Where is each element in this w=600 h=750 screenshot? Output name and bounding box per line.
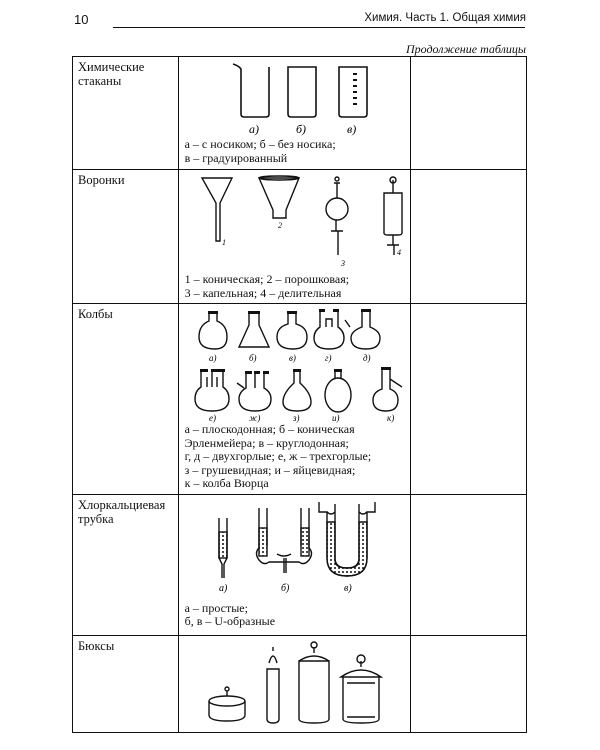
fig-label: з) [292,413,300,423]
weighing-bottles-illustration [189,639,399,729]
fig-label: 2 [278,221,283,230]
desc-line: б, в – U-образные [184,614,276,628]
fig-label: г) [324,353,332,363]
table-row [73,170,527,304]
running-title: Химия. Часть 1. Общая химия [364,12,526,24]
fig-label: б) [248,353,257,363]
item-description [185,138,405,165]
funnels-illustration [189,173,402,273]
table-row [73,635,527,732]
empty-cell [411,57,527,170]
item-description [185,423,405,491]
item-figure-cell [178,170,411,304]
item-figure-cell [178,635,411,732]
table-row [73,57,527,170]
item-name: Химические стаканы [73,57,179,170]
header-rule [113,27,525,28]
fig-label: а) [219,582,228,594]
desc-line: к – колба Вюрца [184,476,269,490]
fig-label: б) [296,122,307,136]
fig-label: в) [288,353,296,363]
fig-label: и) [331,413,340,423]
fig-label: 1 [222,238,227,247]
desc-line: г, д – двухгорлые; е, ж – трехгорлые; [184,449,372,463]
desc-line: Эрленмейера; в – круглодонная; [184,435,349,450]
desc-line: в – градуированный [184,150,288,165]
item-description [185,602,405,629]
empty-cell [411,494,527,635]
empty-cell [411,170,527,304]
item-figure-cell [178,57,411,170]
fig-label: 4 [397,248,402,257]
item-figure-cell [178,304,411,495]
empty-cell [411,304,527,495]
beakers-illustration [189,60,399,138]
tubes-illustration [189,498,399,598]
item-description [185,273,405,300]
desc-line: а – простые; [184,600,248,615]
desc-line: а – плоскодонная; б – коническая [184,422,355,436]
fig-label: в) [347,122,357,136]
continuation-note: Продолжение таблицы [405,42,526,56]
equipment-table [72,56,527,733]
page-number: 10 [74,12,89,27]
table-row [73,304,527,495]
fig-label: а) [208,353,217,363]
fig-label: ж) [248,413,261,423]
fig-label: а) [249,122,260,136]
desc-line: а – с носиком; б – без носика; [184,137,336,151]
fig-label: 3 [341,259,346,268]
fig-label: в) [344,582,353,594]
desc-line: 3 – капельная; 4 – делительная [184,285,342,300]
item-name: Воронки [73,170,179,304]
desc-line: з – грушевидная; и – яйцевидная; [184,462,356,477]
fig-label: к) [386,413,395,423]
table-row [73,494,527,635]
flasks-illustration [187,307,402,423]
item-figure-cell [178,494,411,635]
item-name: Бюксы [73,635,179,732]
desc-line: 1 – коническая; 2 – порошковая; [184,272,350,286]
item-name: Колбы [73,304,179,495]
fig-label: д) [362,353,371,363]
item-name: Хлоркальциевая трубка [73,494,179,635]
fig-label: е) [208,413,216,423]
empty-cell [411,635,527,732]
fig-label: б) [281,582,290,594]
